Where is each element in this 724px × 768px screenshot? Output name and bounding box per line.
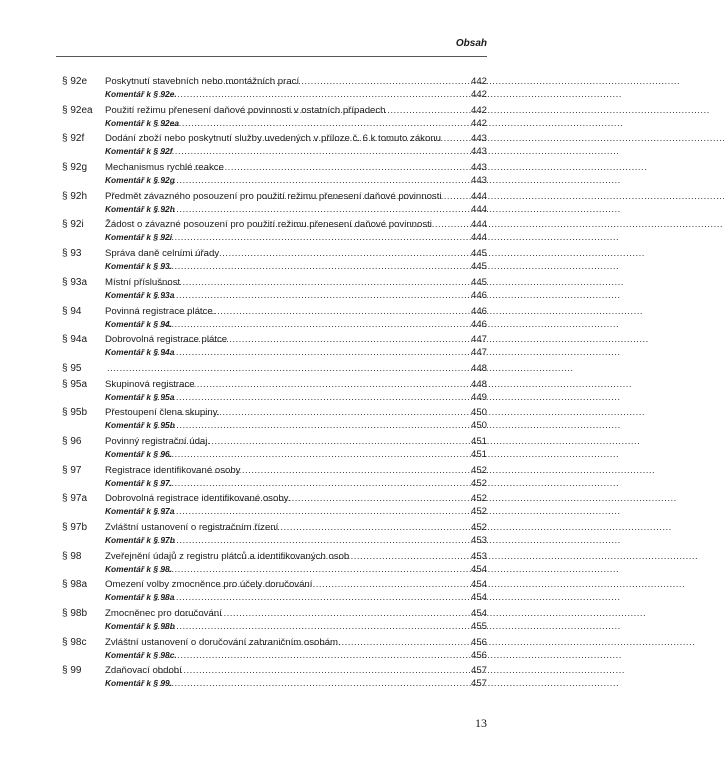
section-title: Dobrovolná registrace identifikované osoby. — [105, 493, 291, 505]
comment-page-number: 446 — [470, 318, 487, 330]
dot-leader — [154, 346, 469, 359]
dot-leader — [178, 247, 469, 260]
toc-main-line[interactable] — [62, 435, 487, 448]
comment-title: Komentář k § 92g — [105, 175, 175, 186]
section-page-number: 443 — [470, 133, 487, 145]
section-number: § 97 — [62, 464, 82, 476]
section-title: Zveřejnění údajů z registru plátců a identifikovaných osob — [105, 550, 350, 562]
comment-page-number: 447 — [470, 347, 487, 359]
toc-comment-line[interactable] — [62, 649, 487, 662]
dot-leader — [256, 218, 469, 231]
section-number: § 97a — [62, 493, 88, 505]
section-number: § 98a — [62, 579, 88, 591]
section-page-number: 446 — [470, 305, 487, 317]
comment-title: Komentář k § 92f — [105, 146, 173, 157]
section-page-number: 456 — [470, 636, 487, 648]
toc-comment-line[interactable] — [62, 346, 487, 359]
dot-leader — [214, 75, 469, 88]
section-page-number: 454 — [470, 608, 487, 620]
section-title: Zvláštní ustanovení o registračním řízení — [105, 522, 279, 533]
toc-comment-line[interactable] — [62, 448, 487, 461]
toc-entry — [62, 333, 487, 362]
toc-comment-line[interactable] — [62, 677, 487, 690]
section-number: § 95b — [62, 407, 88, 419]
dot-leader — [210, 492, 469, 505]
section-number: § 92g — [62, 162, 88, 174]
dot-leader — [180, 607, 469, 620]
toc-comment-line[interactable] — [62, 620, 487, 633]
toc-entry — [62, 521, 487, 550]
comment-title: Komentář k § 95a — [105, 391, 175, 402]
toc-comment-line[interactable] — [62, 591, 487, 604]
dot-leader — [232, 550, 469, 563]
toc-main-line[interactable] — [62, 492, 487, 505]
toc-entry — [62, 161, 487, 190]
dot-leader — [154, 289, 469, 302]
page-number: 13 — [475, 716, 487, 730]
comment-page-number: 446 — [470, 289, 487, 301]
section-number: § 92f — [62, 133, 85, 145]
section-number: § 98 — [62, 550, 82, 562]
toc-main-line[interactable] — [62, 276, 487, 289]
dot-leader — [157, 276, 469, 289]
comment-page-number: 451 — [470, 448, 487, 460]
dot-leader — [165, 378, 469, 391]
dot-leader — [154, 505, 469, 518]
section-page-number: 442 — [470, 104, 487, 116]
comment-page-number: 455 — [470, 621, 487, 633]
section-page-number: 447 — [470, 334, 487, 346]
section-title: Zdaňovací období — [105, 665, 182, 677]
toc-main-line[interactable] — [62, 75, 487, 88]
section-title: Omezení volby zmocněnce pro účely doručování — [105, 579, 313, 591]
comment-title: Komentář k § 92h — [105, 203, 175, 214]
section-number: § 95 — [62, 362, 82, 374]
section-page-number: 445 — [470, 276, 487, 288]
toc-main-line[interactable] — [62, 247, 487, 260]
toc-main-line[interactable] — [62, 464, 487, 477]
comment-page-number: 452 — [470, 477, 487, 489]
toc-entry — [62, 492, 487, 521]
section-title: Správa daně celními úřady — [105, 248, 220, 260]
comment-page-number: 452 — [470, 506, 487, 518]
comment-page-number: 450 — [470, 420, 487, 432]
comment-title: Komentář k § 92i — [105, 232, 173, 243]
toc-main-line[interactable] — [62, 607, 487, 620]
section-page-number: 444 — [470, 219, 487, 231]
comment-title: Komentář k § 99. — [105, 678, 173, 689]
dot-leader — [153, 563, 469, 576]
dot-leader — [259, 132, 469, 145]
section-title: Místní příslušnost — [105, 276, 181, 288]
section-page-number: 454 — [470, 579, 487, 591]
comment-page-number: 457 — [470, 678, 487, 690]
dot-leader — [243, 104, 469, 117]
table-of-contents — [62, 75, 487, 693]
comment-page-number: 444 — [470, 203, 487, 215]
comment-page-number: 442 — [470, 89, 487, 100]
section-title: Předmět závazného posouzení pro použití režimu přenesení daňové povinnosti — [105, 190, 442, 202]
dot-leader — [153, 318, 469, 331]
toc-main-line[interactable] — [62, 664, 487, 677]
comment-title: Komentář k § 98a — [105, 592, 175, 603]
comment-page-number: 442 — [470, 117, 487, 129]
toc-entry — [62, 578, 487, 607]
dot-leader — [153, 260, 469, 273]
section-page-number: 453 — [470, 550, 487, 562]
toc-comment-line[interactable] — [62, 318, 487, 331]
section-page-number: 448 — [470, 362, 487, 374]
toc-main-line[interactable] — [62, 406, 487, 419]
section-page-number: 452 — [470, 464, 487, 476]
dot-leader — [179, 406, 469, 419]
dot-leader — [181, 161, 469, 174]
comment-page-number: 445 — [470, 261, 487, 273]
comment-title: Komentář k § 94a — [105, 347, 175, 358]
dot-leader — [155, 88, 469, 101]
toc-comment-line[interactable] — [62, 260, 487, 273]
toc-comment-line[interactable] — [62, 117, 487, 130]
dot-leader — [153, 145, 469, 158]
dot-leader — [154, 174, 469, 187]
section-number: § 94a — [62, 334, 88, 346]
toc-main-line[interactable] — [62, 104, 487, 117]
section-title: Přestoupení člena skupiny. — [105, 407, 220, 419]
dot-leader — [153, 448, 469, 461]
toc-main-line[interactable] — [62, 578, 487, 591]
toc-entry — [62, 276, 487, 305]
section-number: § 92h — [62, 190, 88, 202]
section-page-number: 452 — [470, 493, 487, 505]
toc-entry — [62, 636, 487, 665]
comment-title: Komentář k § 98c. — [105, 649, 177, 660]
toc-comment-line[interactable] — [62, 289, 487, 302]
section-number: § 92ea — [62, 104, 93, 116]
comment-page-number: 456 — [470, 649, 487, 661]
section-page-number: 448 — [470, 378, 487, 390]
section-title: Skupinová registrace — [105, 378, 195, 390]
section-number: § 98c — [62, 636, 87, 648]
toc-entry — [62, 218, 487, 247]
toc-comment-line[interactable] — [62, 477, 487, 490]
toc-entry — [62, 406, 487, 435]
toc-entry — [62, 550, 487, 579]
section-title: Dobrovolná registrace plátce — [105, 334, 228, 346]
section-number: § 96 — [62, 435, 82, 447]
toc-entry — [62, 305, 487, 334]
comment-title: Komentář k § 92ea — [105, 117, 180, 128]
toc-comment-line[interactable] — [62, 145, 487, 158]
dot-leader — [259, 190, 469, 203]
running-header-title: Obsah — [455, 38, 487, 49]
section-page-number: 445 — [470, 248, 487, 260]
toc-main-line[interactable] — [62, 305, 487, 318]
dot-leader — [154, 203, 469, 216]
dot-leader — [176, 305, 469, 318]
toc-main-line[interactable] — [62, 333, 487, 346]
comment-title: Komentář k § 96. — [105, 448, 173, 459]
toc-main-line[interactable] — [62, 378, 487, 391]
comment-page-number: 443 — [470, 146, 487, 158]
comment-page-number: 443 — [470, 175, 487, 187]
toc-main-line[interactable] — [62, 132, 487, 145]
dot-leader — [154, 391, 469, 404]
dot-leader — [154, 419, 469, 432]
toc-main-line[interactable] — [62, 636, 487, 649]
comment-title: Komentář k § 98b — [105, 621, 175, 632]
section-number: § 97b — [62, 522, 88, 533]
dot-leader — [153, 477, 469, 490]
section-title: Povinný registrační údaj. — [105, 435, 211, 447]
section-page-number: 444 — [470, 190, 487, 202]
toc-main-line[interactable] — [62, 190, 487, 203]
dot-leader — [219, 578, 469, 591]
section-page-number: 442 — [470, 76, 487, 87]
comment-title: Komentář k § 95b — [105, 420, 175, 431]
toc-entry — [62, 104, 487, 133]
comment-title: Komentář k § 97. — [105, 477, 173, 488]
comment-title: Komentář k § 97b — [105, 535, 175, 545]
section-title: Použití režimu přenesení daňové povinnosti v ostatních případech — [105, 104, 386, 116]
section-title: Poskytnutí stavebních nebo montážních prací — [105, 76, 300, 87]
toc-comment-line[interactable] — [62, 505, 487, 518]
comment-page-number: 444 — [470, 232, 487, 244]
dot-leader — [107, 362, 469, 375]
toc-entry — [62, 378, 487, 407]
section-number: § 92e — [62, 76, 88, 87]
dot-leader — [189, 464, 469, 477]
toc-entry — [62, 607, 487, 636]
comment-title: Komentář k § 93a — [105, 289, 175, 300]
section-number: § 93a — [62, 276, 88, 288]
toc-comment-line[interactable] — [62, 203, 487, 216]
toc-comment-line[interactable] — [62, 419, 487, 432]
dot-leader — [182, 333, 469, 346]
dot-leader — [229, 636, 469, 649]
toc-main-line[interactable] — [62, 161, 487, 174]
section-title: Zvláštní ustanovení o doručování zahraničním osobám. — [105, 636, 341, 648]
section-page-number: 451 — [470, 435, 487, 447]
section-page-number: 443 — [470, 162, 487, 174]
comment-page-number: 449 — [470, 391, 487, 403]
dot-leader — [154, 534, 469, 547]
comment-title: Komentář k § 93. — [105, 261, 173, 272]
toc-main-line[interactable] — [62, 362, 487, 375]
section-title: Mechanismus rychlé reakce — [105, 162, 224, 174]
toc-entry — [62, 464, 487, 493]
section-number: § 99 — [62, 665, 82, 677]
dot-leader — [153, 231, 469, 244]
comment-title: Komentář k § 92e. — [105, 89, 177, 99]
comment-title: Komentář k § 97a — [105, 506, 175, 517]
toc-entry — [62, 75, 487, 104]
section-title: Dodání zboží nebo poskytnutí služby uvedených v příloze č. 6 k tomuto zákonu — [105, 133, 441, 145]
section-number: § 94 — [62, 305, 82, 317]
toc-main-line[interactable] — [62, 521, 487, 534]
dot-leader — [158, 664, 469, 677]
toc-entry — [62, 664, 487, 693]
section-number: § 98b — [62, 608, 88, 620]
section-page-number: 450 — [470, 407, 487, 419]
section-number: § 92i — [62, 219, 84, 231]
comment-page-number: 453 — [470, 535, 487, 546]
section-title: Registrace identifikované osoby — [105, 464, 241, 476]
section-title: Žádost o závazné posouzení pro použití režimu přenesení daňové povinnosti — [105, 219, 432, 231]
section-title: Povinná registrace plátce. — [105, 305, 216, 317]
dot-leader — [205, 521, 469, 534]
dot-leader — [174, 435, 469, 448]
dot-leader — [154, 620, 469, 633]
section-title: Zmocněnec pro doručování — [105, 608, 222, 620]
comment-title: Komentář k § 98. — [105, 563, 173, 574]
comment-page-number: 454 — [470, 592, 487, 604]
dot-leader — [157, 117, 469, 130]
dot-leader — [154, 591, 469, 604]
toc-entry — [62, 132, 487, 161]
header-rule — [56, 56, 487, 57]
toc-entry — [62, 190, 487, 219]
toc-comment-line[interactable] — [62, 534, 487, 547]
comment-title: Komentář k § 94. — [105, 318, 173, 329]
comment-page-number: 454 — [470, 563, 487, 575]
section-number: § 93 — [62, 248, 82, 260]
toc-entry — [62, 362, 487, 378]
toc-comment-line[interactable] — [62, 391, 487, 404]
section-number: § 95a — [62, 378, 88, 390]
toc-main-line[interactable] — [62, 550, 487, 563]
toc-main-line[interactable] — [62, 218, 487, 231]
dot-leader — [153, 677, 469, 690]
section-page-number: 457 — [470, 665, 487, 677]
dot-leader — [155, 649, 469, 662]
toc-comment-line[interactable] — [62, 174, 487, 187]
toc-comment-line[interactable] — [62, 88, 487, 101]
toc-entry — [62, 247, 487, 276]
toc-entry — [62, 435, 487, 464]
section-page-number: 452 — [470, 522, 487, 533]
toc-comment-line[interactable] — [62, 231, 487, 244]
toc-comment-line[interactable] — [62, 563, 487, 576]
